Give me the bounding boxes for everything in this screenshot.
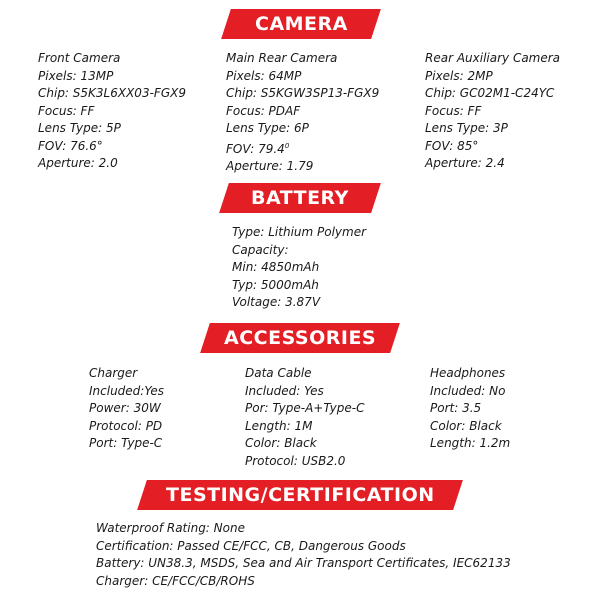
- main-rear-fov: [226, 138, 379, 159]
- main-rear-focus: Focus: PDAF: [226, 103, 301, 118]
- battery-banner-title: BATTERY: [251, 187, 349, 209]
- headphones-color: Color: Black: [430, 418, 502, 433]
- main-rear-pixels: Pixels: 64MP: [226, 68, 302, 83]
- main-rear-fov-text: FOV: 79.4: [226, 141, 285, 156]
- charger-protocol: Protocol: PD: [89, 418, 163, 433]
- battery-typ-capacity: Typ: 5000mAh: [232, 277, 319, 292]
- charger-included: Included:Yes: [89, 383, 164, 398]
- charger-specs: [89, 365, 164, 453]
- battery-capacity-label: Capacity:: [232, 242, 289, 257]
- front-camera-pixels: Pixels: 13MP: [38, 68, 114, 83]
- battery-type: Type: Lithium Polymer: [232, 225, 367, 239]
- camera-banner: [221, 9, 381, 39]
- front-camera-focus: Focus: FF: [38, 103, 95, 118]
- data-cable-included: Included: Yes: [245, 383, 324, 398]
- battery-specs: [232, 224, 366, 312]
- headphones-specs: [430, 365, 510, 453]
- main-rear-lens: Lens Type: 6P: [226, 121, 309, 135]
- rear-aux-chip: Chip: GC02M1-C24YC: [425, 86, 555, 100]
- charger-heading: Charger: [89, 366, 138, 380]
- front-camera-fov: FOV: 76.6°: [38, 138, 103, 153]
- front-camera-chip: Chip: S5K3L6XX03-FGX9: [38, 86, 186, 100]
- data-cable-protocol: Protocol: USB2.0: [245, 453, 346, 468]
- data-cable-heading: Data Cable: [245, 366, 312, 380]
- rear-aux-heading: Rear Auxiliary Camera: [425, 51, 561, 65]
- front-camera-lens: Lens Type: 5P: [38, 121, 121, 135]
- camera-banner-title: CAMERA: [254, 13, 348, 35]
- charger-port: Port: Type-C: [89, 436, 163, 450]
- front-camera-heading: Front Camera: [38, 51, 121, 65]
- main-rear-chip: Chip: S5KGW3SP13-FGX9: [226, 86, 380, 100]
- rear-aux-lens: Lens Type: 3P: [425, 121, 508, 135]
- testing-banner: [137, 480, 463, 510]
- rear-aux-camera-specs: [425, 50, 560, 173]
- data-cable-length: Length: 1M: [245, 418, 313, 433]
- headphones-length: Length: 1.2m: [430, 436, 511, 450]
- headphones-port: Port: 3.5: [430, 401, 482, 415]
- main-rear-camera-specs: [226, 50, 379, 176]
- rear-aux-aperture: Aperture: 2.4: [425, 156, 505, 170]
- battery-voltage: Voltage: 3.87V: [232, 295, 321, 309]
- battery-certification: Battery: UN38.3, MSDS, Sea and Air Transport Certificates, IEC62133: [96, 556, 511, 570]
- battery-min-capacity: Min: 4850mAh: [232, 260, 320, 274]
- battery-banner: [219, 183, 381, 213]
- main-rear-aperture: Aperture: 1.79: [226, 159, 314, 173]
- testing-banner-title: TESTING/CERTIFICATION: [165, 484, 435, 506]
- main-rear-heading: Main Rear Camera: [226, 51, 338, 65]
- front-camera-aperture: Aperture: 2.0: [38, 156, 118, 170]
- certification: Certification: Passed CE/FCC, CB, Dangerous Goods: [96, 538, 406, 553]
- charger-certification: Charger: CE/FCC/CB/ROHS: [96, 573, 255, 588]
- rear-aux-fov: FOV: 85°: [425, 138, 479, 153]
- data-cable-port: Por: Type-A+Type-C: [245, 401, 365, 415]
- rear-aux-focus: Focus: FF: [425, 103, 482, 118]
- rear-aux-pixels: Pixels: 2MP: [425, 68, 493, 83]
- testing-specs: [96, 520, 511, 590]
- charger-power: Power: 30W: [89, 401, 161, 415]
- main-rear-fov-degree: 0: [284, 141, 290, 150]
- front-camera-specs: [38, 50, 186, 173]
- waterproof-rating: Waterproof Rating: None: [96, 521, 245, 535]
- headphones-heading: Headphones: [430, 366, 506, 380]
- data-cable-color: Color: Black: [245, 436, 317, 450]
- accessories-banner: [200, 323, 400, 353]
- accessories-banner-title: ACCESSORIES: [223, 327, 377, 349]
- headphones-included: Included: No: [430, 383, 506, 398]
- data-cable-specs: [245, 365, 364, 470]
